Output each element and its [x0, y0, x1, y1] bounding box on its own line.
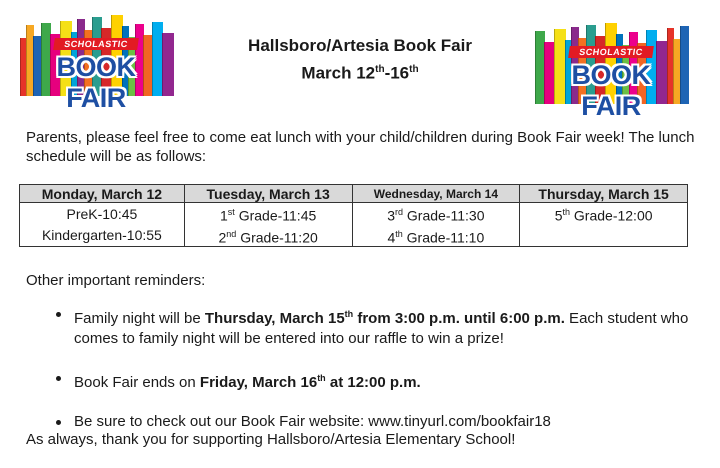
- cell-wed-1: 3rd Grade-11:30: [352, 203, 520, 225]
- scholastic-tag: SCHOLASTIC: [53, 38, 139, 50]
- list-item: Family night will be Thursday, March 15th from 3:00 p.m. until 6:00 p.m. Each student who comes to family night will be entered into our raffle to win a prize!: [52, 304, 702, 349]
- cell-tue-1: 1st Grade-11:45: [184, 203, 352, 225]
- header-monday: Monday, March 12: [20, 185, 185, 203]
- cell-wed-2: 4th Grade-11:10: [352, 225, 520, 247]
- cell-thu-2: [520, 225, 688, 247]
- lunch-schedule-table: [19, 184, 688, 247]
- list-item: Book Fair ends on Friday, March 16th at 12:00 p.m.: [52, 368, 702, 393]
- book-fair-logo-left: [20, 14, 172, 113]
- bullet-icon: [56, 420, 61, 425]
- reminders-heading: Other important reminders:: [26, 272, 206, 289]
- cell-mon-2: Kindergarten-10:55: [20, 225, 185, 247]
- list-item: [52, 412, 702, 432]
- closing-line: As always, thank you for supporting Hallsboro/Artesia Elementary School!: [26, 431, 516, 448]
- cell-tue-2: 2nd Grade-11:20: [184, 225, 352, 247]
- page-title: [190, 34, 530, 86]
- website-text: Be sure to check out our Book Fair website: www.tinyurl.com/bookfair18: [74, 413, 551, 430]
- table-row: [20, 225, 688, 247]
- reminders-list: [52, 304, 702, 451]
- table-header-row: [20, 185, 688, 203]
- bullet-icon: [56, 312, 61, 317]
- book-fair-logo-right: [535, 22, 687, 121]
- cell-mon-1: PreK-10:45: [20, 203, 185, 225]
- header-wednesday: Wednesday, March 14: [352, 185, 520, 203]
- table-row: [20, 203, 688, 225]
- title-line-2: March 12th-16th: [301, 63, 419, 83]
- title-line-1: Hallsboro/Artesia Book Fair: [248, 36, 472, 55]
- book-spine: [680, 26, 689, 104]
- header-thursday: Thursday, March 15: [520, 185, 688, 203]
- bullet-icon: [56, 376, 61, 381]
- header-tuesday: Tuesday, March 13: [184, 185, 352, 203]
- scholastic-tag: SCHOLASTIC: [568, 46, 654, 58]
- book-fair-wordmark: BOOK FAIR: [56, 52, 136, 113]
- book-fair-wordmark: BOOK FAIR: [571, 60, 651, 121]
- intro-paragraph: Parents, please feel free to come eat lunch with your child/children during Book Fair week! The lunch schedule will be as follows:: [26, 129, 695, 165]
- cell-thu-1: 5th Grade-12:00: [520, 203, 688, 225]
